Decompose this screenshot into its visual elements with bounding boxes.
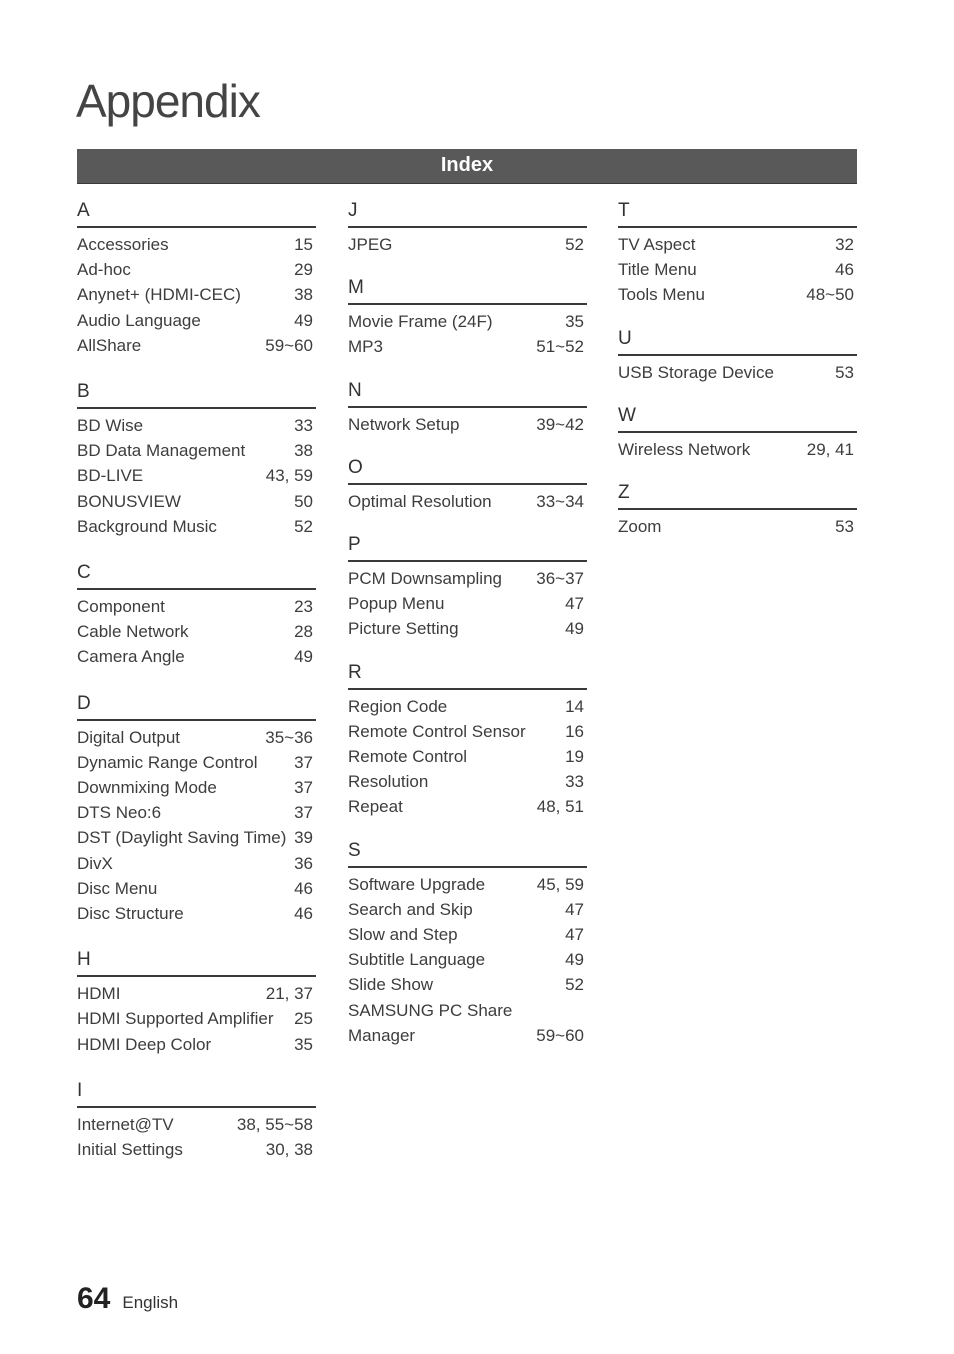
index-pages: 39 xyxy=(294,828,313,848)
index-entry xyxy=(618,360,857,385)
index-entry xyxy=(77,308,316,333)
section-letter: M xyxy=(348,273,587,305)
index-term: TV Aspect xyxy=(618,235,696,254)
index-section-o xyxy=(348,453,587,514)
section-letter: R xyxy=(348,658,587,690)
index-section-u xyxy=(618,324,857,385)
index-entry xyxy=(348,922,587,947)
index-section-p xyxy=(348,530,587,642)
section-letter: I xyxy=(77,1076,316,1108)
index-term: BD-LIVE xyxy=(77,466,144,486)
index-term: DST (Daylight Saving Time) xyxy=(77,828,287,848)
index-section-t xyxy=(618,196,857,308)
index-entry xyxy=(77,489,316,514)
index-entry xyxy=(77,1032,316,1057)
index-term: BD Wise xyxy=(77,416,144,436)
index-term: AllShare xyxy=(77,335,142,355)
section-letter: Z xyxy=(618,478,857,510)
index-pages: 36~37 xyxy=(536,569,584,589)
index-entry xyxy=(77,413,316,438)
index-term: Slide Show xyxy=(348,975,434,995)
index-pages: 36 xyxy=(294,853,313,873)
index-term: Optimal Resolution xyxy=(348,491,492,511)
index-pages: 47 xyxy=(565,594,584,614)
index-entry xyxy=(618,514,857,539)
section-letter: T xyxy=(618,196,857,228)
index-pages: 38, 55~58 xyxy=(236,1114,313,1134)
index-section-c xyxy=(77,558,316,670)
index-term: SAMSUNG PC Share xyxy=(348,1000,513,1020)
index-term: Wireless Network xyxy=(618,439,751,459)
index-entry xyxy=(77,619,316,644)
index-pages: 35~36 xyxy=(265,727,313,747)
index-pages: 59~60 xyxy=(536,1025,584,1045)
section-letter: B xyxy=(77,377,316,409)
page-title: Appendix xyxy=(76,75,260,127)
index-entry xyxy=(77,232,316,257)
index-term: Accessories xyxy=(77,235,169,254)
index-term: Ad-hoc xyxy=(77,260,131,280)
index-pages: 45, 59 xyxy=(536,874,584,894)
index-pages: 29, 41 xyxy=(806,439,854,459)
index-section-h xyxy=(77,945,316,1057)
index-entry xyxy=(348,616,587,641)
section-letter: J xyxy=(348,196,587,228)
index-entry xyxy=(348,794,587,819)
index-header-bar: Index xyxy=(77,149,857,184)
index-term: Disc Menu xyxy=(77,878,158,898)
section-letter: H xyxy=(77,945,316,977)
index-term: Title Menu xyxy=(618,260,697,280)
index-section-d xyxy=(77,689,316,927)
index-term: Dynamic Range Control xyxy=(77,752,258,772)
index-pages: 49 xyxy=(565,950,584,970)
index-section-z xyxy=(618,478,857,539)
index-pages: 38 xyxy=(294,285,313,305)
index-pages: 35 xyxy=(294,1034,313,1054)
section-letter: C xyxy=(77,558,316,590)
index-entry xyxy=(77,825,316,850)
index-entry xyxy=(77,981,316,1006)
index-section-m xyxy=(348,273,587,359)
index-term: Network Setup xyxy=(348,414,460,434)
index-pages: 37 xyxy=(294,803,313,823)
index-entry xyxy=(77,282,316,307)
index-term: DivX xyxy=(77,853,113,873)
index-entry xyxy=(348,566,587,591)
index-pages: 16 xyxy=(565,721,584,741)
index-pages: 33 xyxy=(294,416,313,436)
index-term: Camera Angle xyxy=(77,647,185,667)
index-pages: 53 xyxy=(835,362,854,382)
index-entry xyxy=(348,947,587,972)
index-term: Slow and Step xyxy=(348,925,458,945)
index-term: Tools Menu xyxy=(618,285,705,305)
index-entry xyxy=(77,725,316,750)
section-letter: S xyxy=(348,836,587,868)
section-letter: A xyxy=(77,196,316,228)
index-term: HDMI Deep Color xyxy=(77,1034,212,1054)
index-term: Component xyxy=(77,597,165,617)
index-entry xyxy=(348,972,587,997)
index-entry xyxy=(618,437,857,462)
index-pages: 15 xyxy=(294,235,313,254)
index-term: HDMI xyxy=(77,984,121,1004)
index-entry xyxy=(77,901,316,926)
index-section-i xyxy=(77,1076,316,1162)
index-term: Zoom xyxy=(618,517,662,537)
index-term: Manager xyxy=(348,1025,416,1045)
index-term: Region Code xyxy=(348,696,448,716)
index-entry xyxy=(77,514,316,539)
index-pages: 23 xyxy=(294,597,313,617)
section-letter: W xyxy=(618,401,857,433)
section-letter: N xyxy=(348,376,587,408)
index-column-1 xyxy=(77,196,316,1181)
index-pages: 37 xyxy=(294,778,313,798)
index-term: Audio Language xyxy=(77,310,201,330)
index-entry xyxy=(77,257,316,282)
index-entry xyxy=(77,750,316,775)
index-pages: 47 xyxy=(565,925,584,945)
index-section-r xyxy=(348,658,587,820)
index-pages: 25 xyxy=(294,1009,313,1029)
index-term: BONUSVIEW xyxy=(77,491,181,511)
index-pages: 52 xyxy=(565,235,584,254)
index-entry xyxy=(77,463,316,488)
index-entry xyxy=(77,876,316,901)
index-pages: 33 xyxy=(565,772,584,792)
index-term: USB Storage Device xyxy=(618,362,774,382)
section-letter: P xyxy=(348,530,587,562)
language-label: English xyxy=(122,1293,179,1312)
index-pages: 50 xyxy=(294,491,313,511)
index-section-a xyxy=(77,196,316,358)
index-entry xyxy=(77,1137,316,1162)
index-term: Subtitle Language xyxy=(348,950,486,970)
page-footer xyxy=(77,1282,178,1316)
index-entry xyxy=(348,232,587,257)
index-term: Background Music xyxy=(77,516,217,536)
index-term: Search and Skip xyxy=(348,899,473,919)
section-letter: O xyxy=(348,453,587,485)
index-entry xyxy=(77,594,316,619)
index-pages: 32 xyxy=(835,235,854,254)
index-column-3 xyxy=(618,196,857,555)
index-term: Repeat xyxy=(348,797,403,817)
index-term: Downmixing Mode xyxy=(77,778,217,798)
index-column-2 xyxy=(348,196,587,1064)
index-pages: 48~50 xyxy=(806,285,854,305)
index-term: Picture Setting xyxy=(348,619,459,639)
index-pages: 49 xyxy=(294,647,313,667)
index-section-s xyxy=(348,836,587,1048)
index-entry xyxy=(77,333,316,358)
index-pages: 19 xyxy=(565,747,584,767)
index-pages: 53 xyxy=(835,517,854,537)
index-entry xyxy=(348,591,587,616)
index-pages: 52 xyxy=(294,516,313,536)
index-term: Digital Output xyxy=(77,727,180,747)
index-entry xyxy=(618,257,857,282)
index-term: MP3 xyxy=(348,337,383,357)
index-pages: 49 xyxy=(565,619,584,639)
index-term: Disc Structure xyxy=(77,904,184,924)
index-term: HDMI Supported Amplifier xyxy=(77,1009,274,1029)
index-entry xyxy=(348,769,587,794)
index-entry xyxy=(77,438,316,463)
index-pages: 29 xyxy=(294,260,313,280)
section-letter: D xyxy=(77,689,316,721)
index-term: BD Data Management xyxy=(77,441,246,461)
index-entry xyxy=(618,282,857,307)
index-entry xyxy=(77,644,316,669)
index-pages: 49 xyxy=(294,310,313,330)
index-pages: 47 xyxy=(565,899,584,919)
index-pages: 52 xyxy=(565,975,584,995)
index-entry xyxy=(77,775,316,800)
index-entry xyxy=(77,1006,316,1031)
index-term: JPEG xyxy=(348,235,393,254)
index-entry xyxy=(348,1023,587,1048)
index-term: Cable Network xyxy=(77,622,189,642)
index-entry xyxy=(348,897,587,922)
index-entry xyxy=(348,412,587,437)
index-section-b xyxy=(77,377,316,539)
index-term: Internet@TV xyxy=(77,1114,174,1134)
index-entry xyxy=(618,232,857,257)
index-entry xyxy=(348,489,587,514)
index-pages: 59~60 xyxy=(265,335,313,355)
index-pages: 30, 38 xyxy=(265,1140,313,1160)
index-term: DTS Neo:6 xyxy=(77,803,162,823)
index-entry xyxy=(348,719,587,744)
index-pages: 37 xyxy=(294,752,313,772)
index-pages: 28 xyxy=(294,622,313,642)
index-pages: 35 xyxy=(565,312,584,332)
index-pages: 46 xyxy=(294,878,313,898)
index-term: PCM Downsampling xyxy=(348,569,502,589)
index-entry xyxy=(77,800,316,825)
index-pages: 46 xyxy=(835,260,854,280)
index-section-n xyxy=(348,376,587,437)
index-entry xyxy=(77,851,316,876)
index-pages: 33~34 xyxy=(536,491,584,511)
index-entry xyxy=(348,744,587,769)
index-pages: 39~42 xyxy=(536,414,584,434)
index-pages: 51~52 xyxy=(536,337,584,357)
index-entry xyxy=(77,1112,316,1137)
index-term: Resolution xyxy=(348,772,429,792)
index-entry xyxy=(348,694,587,719)
index-pages: 46 xyxy=(294,904,313,924)
section-letter: U xyxy=(618,324,857,356)
index-section-j xyxy=(348,196,587,257)
index-entry xyxy=(348,998,587,1023)
index-section-w xyxy=(618,401,857,462)
index-term: Software Upgrade xyxy=(348,874,486,894)
index-pages: 38 xyxy=(294,441,313,461)
index-entry xyxy=(348,334,587,359)
index-pages: 43, 59 xyxy=(265,466,313,486)
index-term: Remote Control xyxy=(348,747,468,767)
index-entry xyxy=(348,309,587,334)
index-term: Movie Frame (24F) xyxy=(348,312,493,332)
index-term: Initial Settings xyxy=(77,1140,183,1160)
index-term: Anynet+ (HDMI-CEC) xyxy=(77,285,241,305)
index-pages: 14 xyxy=(565,696,584,716)
index-term: Remote Control Sensor xyxy=(348,721,526,741)
index-pages: 48, 51 xyxy=(536,797,584,817)
page-number: 64 xyxy=(77,1282,111,1315)
index-term: Popup Menu xyxy=(348,594,445,614)
index-entry xyxy=(348,872,587,897)
index-pages: 21, 37 xyxy=(265,984,313,1004)
